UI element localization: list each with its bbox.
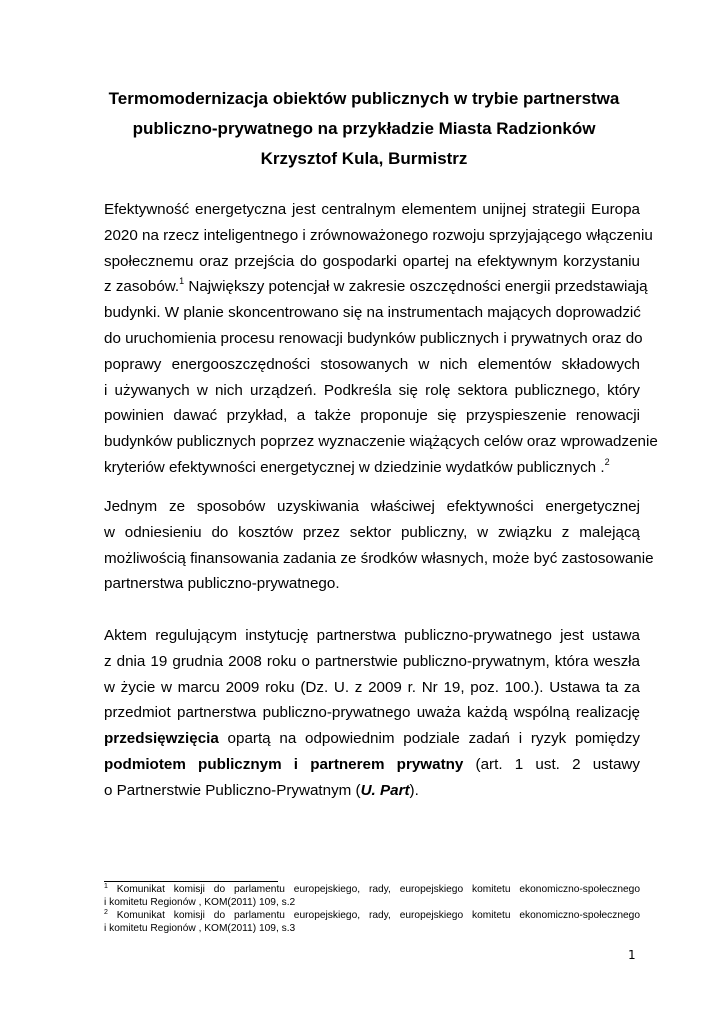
paragraph-1 (104, 197, 658, 481)
text-line: poprawy energooszczędności stosowanych w nich elementów składowych (104, 355, 640, 373)
text-line: w życie w marcu 2009 roku (Dz. U. z 2009 r. Nr 19, poz. 100.). Ustawa ta za (104, 678, 640, 696)
text-line: w odniesieniu do kosztów przez sektor publiczny, w związku z malejącą (104, 523, 640, 541)
text-line: 2020 na rzecz inteligentnego i zrównoważonego rozwoju sprzyjającego włączeniu (104, 226, 653, 244)
text-line: i używanych w nich urządzeń. Podkreśla się rolę sektora publicznego, który (104, 381, 640, 399)
text-line: społecznemu oraz przejścia do gospodarki opartej na efektywnym korzystaniu (104, 252, 640, 270)
text-line: możliwością finansowania zadania ze środków własnych, może być zastosowanie (104, 549, 654, 567)
text-line: Jednym ze sposobów uzyskiwania właściwej efektywności energetycznej (104, 498, 640, 515)
document-title (100, 84, 628, 174)
text-line: o Partnerstwie Publiczno-Prywatnym (U. Part). (104, 781, 419, 799)
author-line: Krzysztof Kula, Burmistrz (260, 149, 468, 168)
footnote-number: 1 (104, 883, 108, 890)
text-line: budynków publicznych poprzez wyznaczenie wiążących celów oraz wprowadzenie (104, 433, 658, 451)
title-line-2: publiczno-prywatnego na przykładzie Miasta Radzionków (132, 119, 596, 138)
footnote-number: 2 (104, 909, 108, 916)
text-line: partnerstwa publiczno-prywatnego. (104, 575, 340, 593)
footnote-separator (104, 881, 278, 882)
text-line: Aktem regulującym instytucję partnerstwa publiczno-prywatnego jest ustawa (104, 627, 640, 644)
footnote-1: $^1$ Komunikat komisji do parlamentu europejskiego, rady, europejskiego komitetu ekonomiczno-społecznego i komitetu Regionów , KOM(2011) 109, s.2 (104, 883, 640, 908)
text-line: z zasobów.$^1$ Największy potencjał w zakresie oszczędności energii przedstawiają (104, 276, 648, 296)
footnote-ref-2[interactable]: 2 (604, 456, 610, 467)
footnote-2: $^2$ Komunikat komisji do parlamentu europejskiego, rady, europejskiego komitetu ekonomiczno-społecznego i komitetu Regionów , KOM(2011) 109, s.3 (104, 909, 640, 934)
text-line: z dnia 19 grudnia 2008 roku o partnerstwie publiczno-prywatnym, która weszła (104, 652, 640, 670)
title-line-1: Termomodernizacja obiektów publicznych w trybie partnerstwa (108, 89, 620, 108)
text-line: przedsięwzięcia opartą na odpowiednim podziale zadań i ryzyk pomiędzy (104, 730, 640, 748)
footnote-ref-1[interactable]: 1 (179, 276, 185, 287)
text-line: powinien dawać przykład, a także proponuje się przyspieszenie renowacji (104, 407, 640, 425)
paragraph-3 (104, 623, 640, 804)
text-line: przedmiot partnerstwa publiczno-prywatnego uważa każdą wspólną realizację (104, 704, 640, 722)
text-line: Efektywność energetyczna jest centralnym elementem unijnej strategii Europa (104, 201, 640, 218)
text-line: podmiotem publicznym i partnerem prywatny (art. 1 ust. 2 ustawy (104, 755, 640, 773)
paragraph-2 (104, 494, 654, 597)
text-line: kryteriów efektywności energetycznej w dziedzinie wydatków publicznych .$^2$ (104, 456, 610, 476)
page-number: 1 (628, 948, 636, 962)
text-line: do uruchomienia procesu renowacji budynków publicznych i prywatnych oraz do (104, 329, 643, 347)
text-line: budynki. W planie skoncentrowano się na instrumentach mających doprowadzić (104, 304, 641, 322)
